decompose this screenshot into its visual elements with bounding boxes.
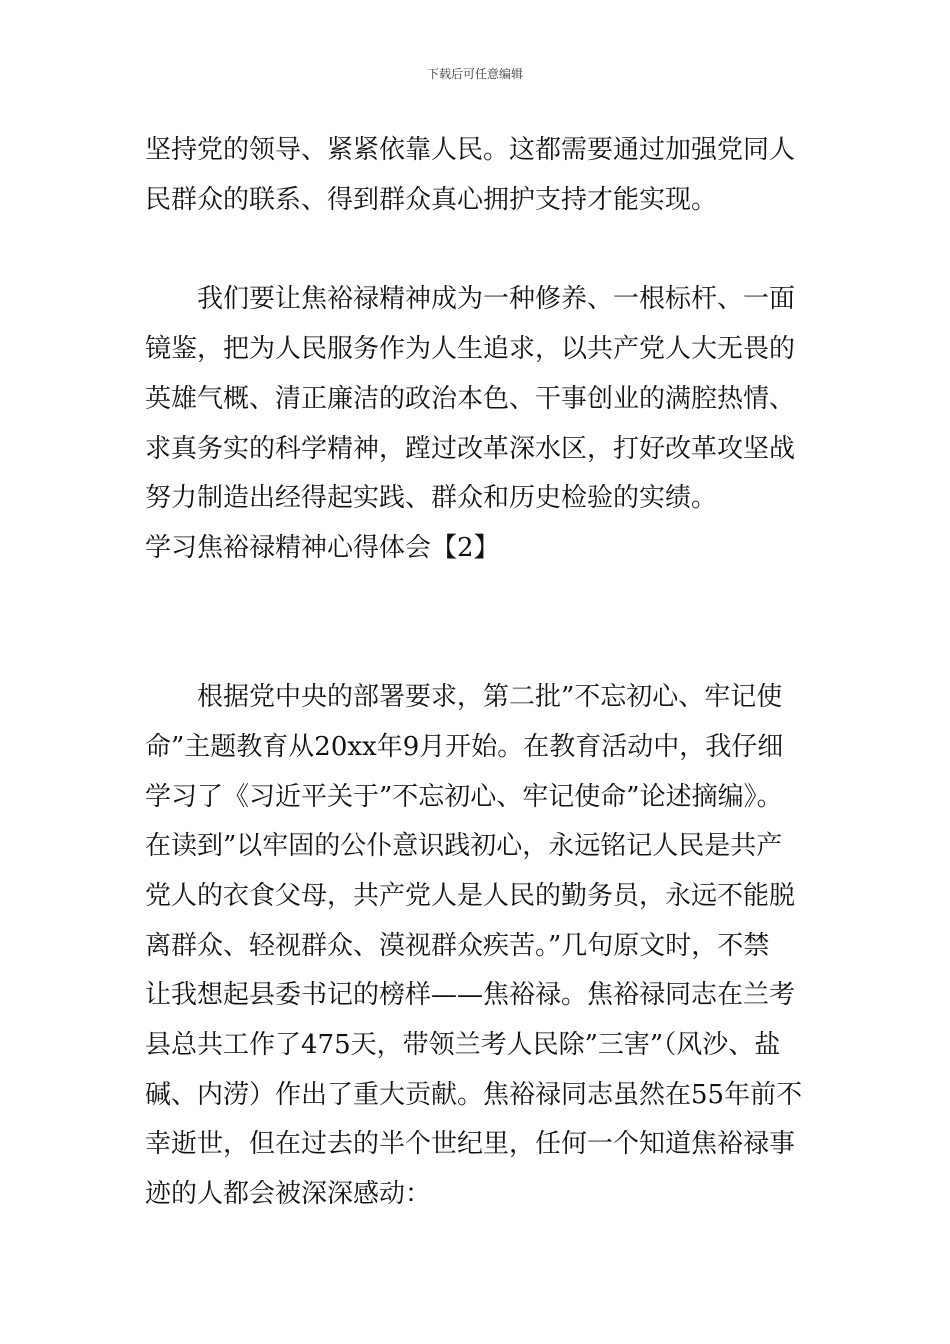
section-title: 学习焦裕禄精神心得体会【2】 [145, 533, 500, 563]
text-line: 英雄气概、清正廉洁的政治本色、干事创业的满腔热情、 [145, 384, 796, 414]
text-line: 党人的衣食父母，共产党人是人民的勤务员，永远不能脱 [145, 881, 796, 911]
text-line: 让我想起县委书记的榜样——焦裕禄。焦裕禄同志在兰考 [145, 980, 796, 1010]
text-line: 民群众的联系、得到群众真心拥护支持才能实现。 [145, 185, 718, 215]
text-line: 坚持党的领导、紧紧依靠人民。这都需要通过加强党同人 [145, 135, 796, 165]
text-line: 命”主题教育从20xx年9月开始。在教育活动中，我仔细 [145, 732, 784, 762]
text-line: 我们要让焦裕禄精神成为一种修养、一根标杆、一面 [197, 284, 796, 314]
text-line: 离群众、轻视群众、漠视群众疾苦。”几句原文时，不禁 [145, 931, 770, 961]
text-line: 求真务实的科学精神，蹚过改革深水区，打好改革攻坚战 [145, 434, 796, 464]
text-line: 根据党中央的部署要求，第二批”不忘初心、牢记使 [197, 682, 783, 712]
page-header: 下载后可任意编辑 [426, 67, 523, 81]
text-line: 县总共工作了475天，带领兰考人民除”三害”（风沙、盐 [145, 1030, 781, 1060]
text-line: 幸逝世，但在过去的半个世纪里，任何一个知道焦裕禄事 [145, 1129, 796, 1159]
text-line: 在读到”以牢固的公仆意识践初心，永远铭记人民是共产 [145, 831, 783, 861]
text-line: 迹的人都会被深深感动： [145, 1179, 432, 1209]
text-line: 努力制造出经得起实践、群众和历史检验的实绩。 [145, 483, 718, 513]
text-line: 碱、内涝）作出了重大贡献。焦裕禄同志虽然在55年前不 [145, 1080, 803, 1110]
text-line: 镜鉴，把为人民服务作为人生追求，以共产党人大无畏的 [145, 334, 796, 364]
text-line: 学习了《习近平关于”不忘初心、牢记使命”论述摘编》。 [145, 782, 783, 812]
